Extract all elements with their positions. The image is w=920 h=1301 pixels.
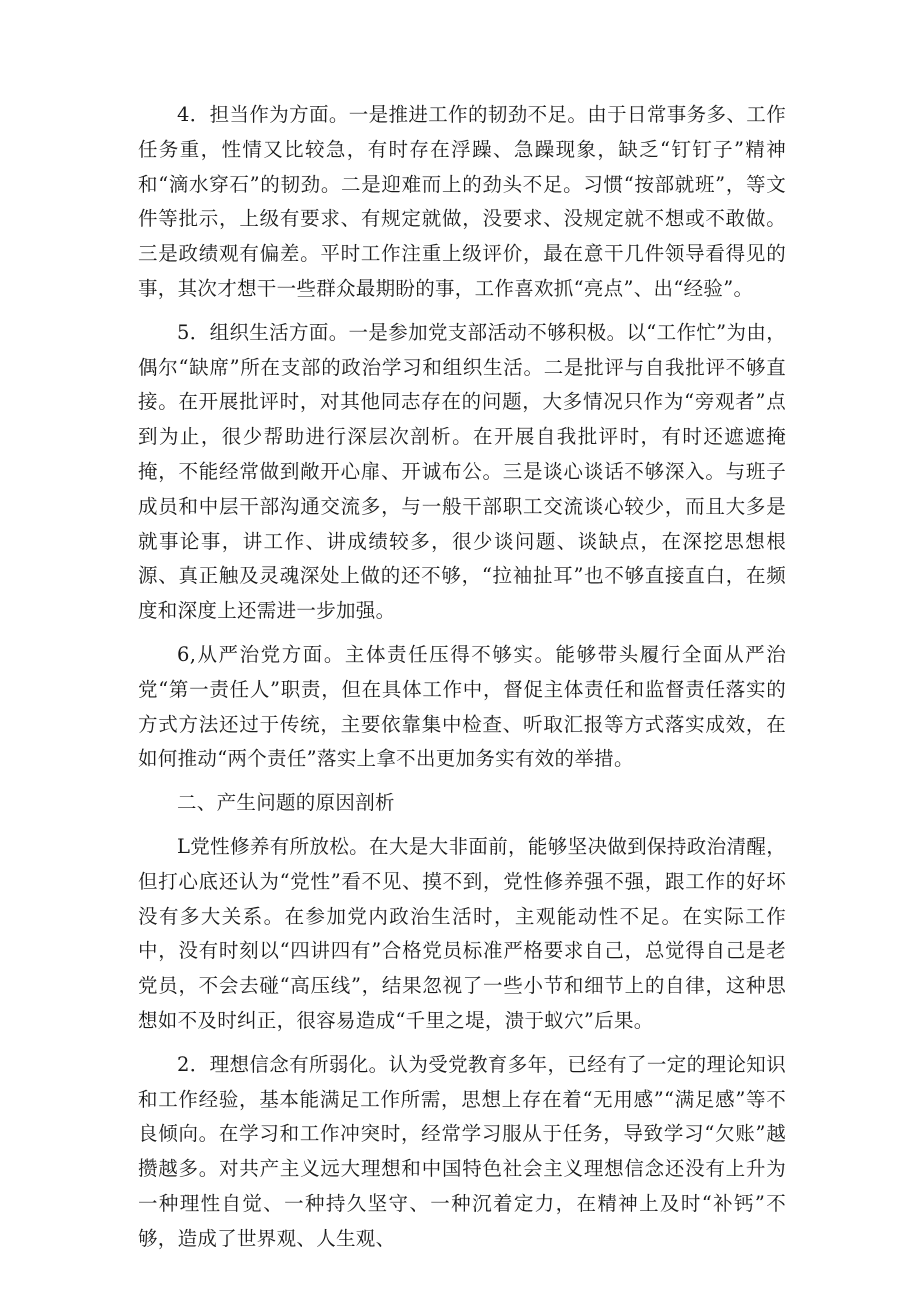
paragraph-gap [138, 307, 786, 316]
paragraph-gap [138, 821, 786, 830]
paragraph-gap [138, 777, 786, 786]
paragraph-strict-governance: 6,从严治党方面。主体责任压得不够实。能够带头履行全面从严治党“第一责任人”职责，但在具体工作中，督促主体责任和监督责任落实的方式方法还过于传统，主要依靠集中检查、听取汇报等方式落实成效，在如何推动“两个责任”落实上拿不出更加务实有效的举措。 [138, 642, 786, 771]
paragraph-gap [138, 1039, 786, 1048]
document-body [138, 98, 786, 1257]
paragraph-party-spirit: L党性修养有所放松。在大是大非面前，能够坚决做到保持政治清醒，但打心底还认为“党性”看不见、摸不到，党性修养强不强，跟工作的好坏没有多大关系。在参加党内政治生活时，主观能动性不足。在实际工作中，没有时刻以“四讲四有”合格党员标准严格要求自己，总觉得自己是老党员，不会去碰“高压线”，结果忽视了一些小节和细节上的自律，这种思想如不及时纠正，很容易造成“千里之堤，溃于蚁穴”后果。 [138, 834, 786, 1032]
section-heading: 二、产生问题的原因剖析 [177, 791, 395, 815]
paragraph-gap [138, 629, 786, 638]
paragraph-duty-performance: 4．担当作为方面。一是推进工作的韧劲不足。由于日常事务多、工作任务重，性情又比较急，有时存在浮躁、急躁现象，缺乏“钉钉子”精神和“滴水穿石”的韧劲。二是迎难而上的劲头不足。习惯“按部就班”，等文件等批示，上级有要求、有规定就做，没要求、没规定就不想或不敢做。三是政绩观有偏差。平时工作注重上级评价，最在意干几件领导看得见的事，其次才想干一些群众最期盼的事，工作喜欢抓“亮点”、出“经验”。 [138, 103, 786, 300]
paragraph-organizational-life: 5．组织生活方面。一是参加党支部活动不够积极。以“工作忙”为由，偶尔“缺席”所在支部的政治学习和组织生活。二是批评与自我批评不够直接。在开展批评时，对其他同志存在的问题，大多情况只作为“旁观者”点到为止，很少帮助进行深层次剖析。在开展自我批评时，有时还遮遮掩掩，不能经常做到敞开心扉、开诚布公。三是谈心谈话不够深入。与班子成员和中层干部沟通交流多，与一般干部职工交流谈心较少，而且大多是就事论事，讲工作、讲成绩较多，很少谈问题、谈缺点，在深挖思想根源、真正触及灵魂深处上做的还不够，“拉袖扯耳”也不够直接直白，在频度和深度上还需进一步加强。 [138, 320, 786, 623]
paragraph-ideals-beliefs: 2．理想信念有所弱化。认为受党教育多年，已经有了一定的理论知识和工作经验，基本能满足工作所需，思想上存在着“无用感”“满足感”等不良倾向。在学习和工作冲突时，经常学习服从于任务，导致学习“欠账”越攒越多。对共产主义远大理想和中国特色社会主义理想信念还没有上升为一种理性自觉、一种持久坚守、一种沉着定力，在精神上及时“补钙”不够，造成了世界观、人生观、 [138, 1052, 786, 1250]
